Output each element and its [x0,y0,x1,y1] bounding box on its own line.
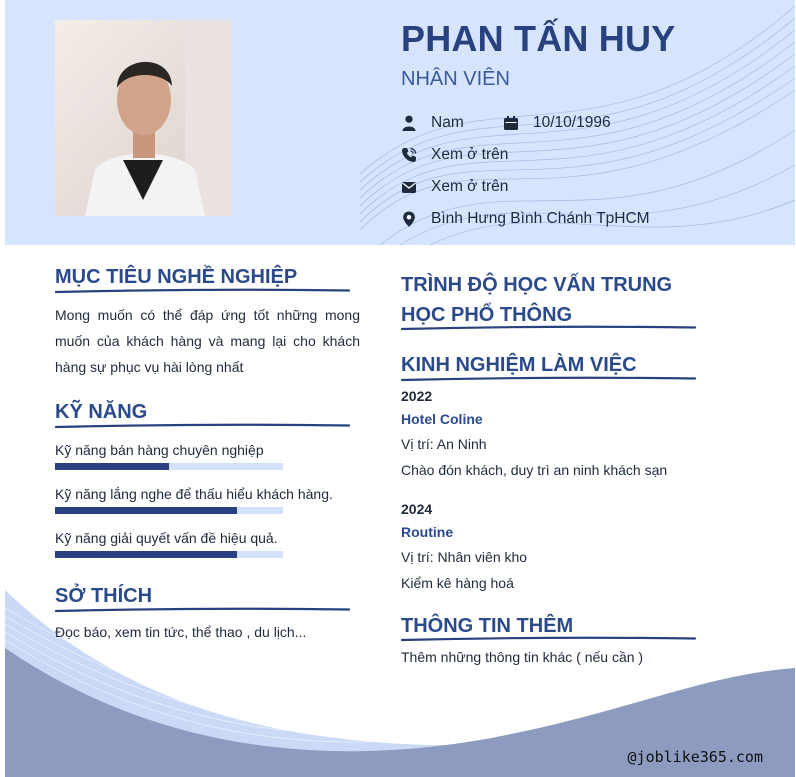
experience-year: 2022 [401,388,433,404]
user-icon [401,115,417,131]
experience-role: Vị trí: Nhân viên kho [401,549,528,565]
skill-bar-fill [55,507,237,514]
hobbies-text: Đọc báo, xem tin tức, thể thao , du lịch... [55,624,307,640]
experience-description: Chào đón khách, duy trì an ninh khách sạn [401,462,668,478]
envelope-icon [401,179,417,195]
heading-underline [55,607,350,613]
skills-heading: KỸ NĂNG [55,401,148,423]
skill-label: Kỹ năng bán hàng chuyên nghiệp [55,442,264,458]
phone-row [401,146,508,164]
experience-company: Routine [401,524,454,540]
skill-bar [55,551,283,558]
heading-underline [55,288,350,294]
heading-underline [401,325,696,331]
skill-label: Kỹ năng lắng nghe để thấu hiểu khách hàng. [55,486,333,502]
education-heading: TRÌNH ĐỘ HỌC VẤN TRUNG HỌC PHỔ THÔNG [401,274,673,326]
address-row [401,210,650,228]
birthday-row [503,114,611,132]
skill-bar [55,507,283,514]
skill-bar [55,463,283,470]
birthday-value: 10/10/1996 [533,114,611,131]
experience-company: Hotel Coline [401,411,483,427]
experience-description: Kiểm kê hàng hoá [401,575,514,591]
experience-heading: KINH NGHIỆM LÀM VIỆC [401,354,637,376]
map-marker-icon [401,211,417,227]
skill-bar-fill [55,551,237,558]
skill-label: Kỹ năng giải quyết vấn đề hiệu quả. [55,530,278,546]
profile-photo [55,20,232,216]
calendar-icon [503,115,519,131]
candidate-position: NHÂN VIÊN [401,68,510,90]
objective-text: Mong muốn có thể đáp ứng tốt những mong muốn của khách hàng và mang lại cho khách hàng sự phục vụ hài lòng nhất [55,307,360,375]
gender-value: Nam [431,114,464,131]
address-value: Bình Hưng Bình Chánh TpHCM [431,210,650,227]
hobbies-heading: SỞ THÍCH [55,585,153,607]
candidate-name: PHAN TẤN HUY [401,18,676,59]
experience-year: 2024 [401,501,433,517]
extra-info-heading: THÔNG TIN THÊM [401,615,574,637]
heading-underline [55,423,350,429]
experience-role: Vị trí: An Ninh [401,436,487,452]
watermark: @joblike365.com [627,748,763,766]
gender-row [401,114,464,132]
heading-underline [401,376,696,382]
skill-bar-fill [55,463,169,470]
extra-info-text: Thêm những thông tin khác ( nếu cần ) [401,649,644,665]
email-value: Xem ở trên [431,178,509,195]
heading-underline [401,636,696,642]
objective-heading: MỤC TIÊU NGHỀ NGHIỆP [55,266,298,288]
email-row [401,178,508,196]
phone-icon [401,147,417,163]
phone-value: Xem ở trên [431,146,509,163]
